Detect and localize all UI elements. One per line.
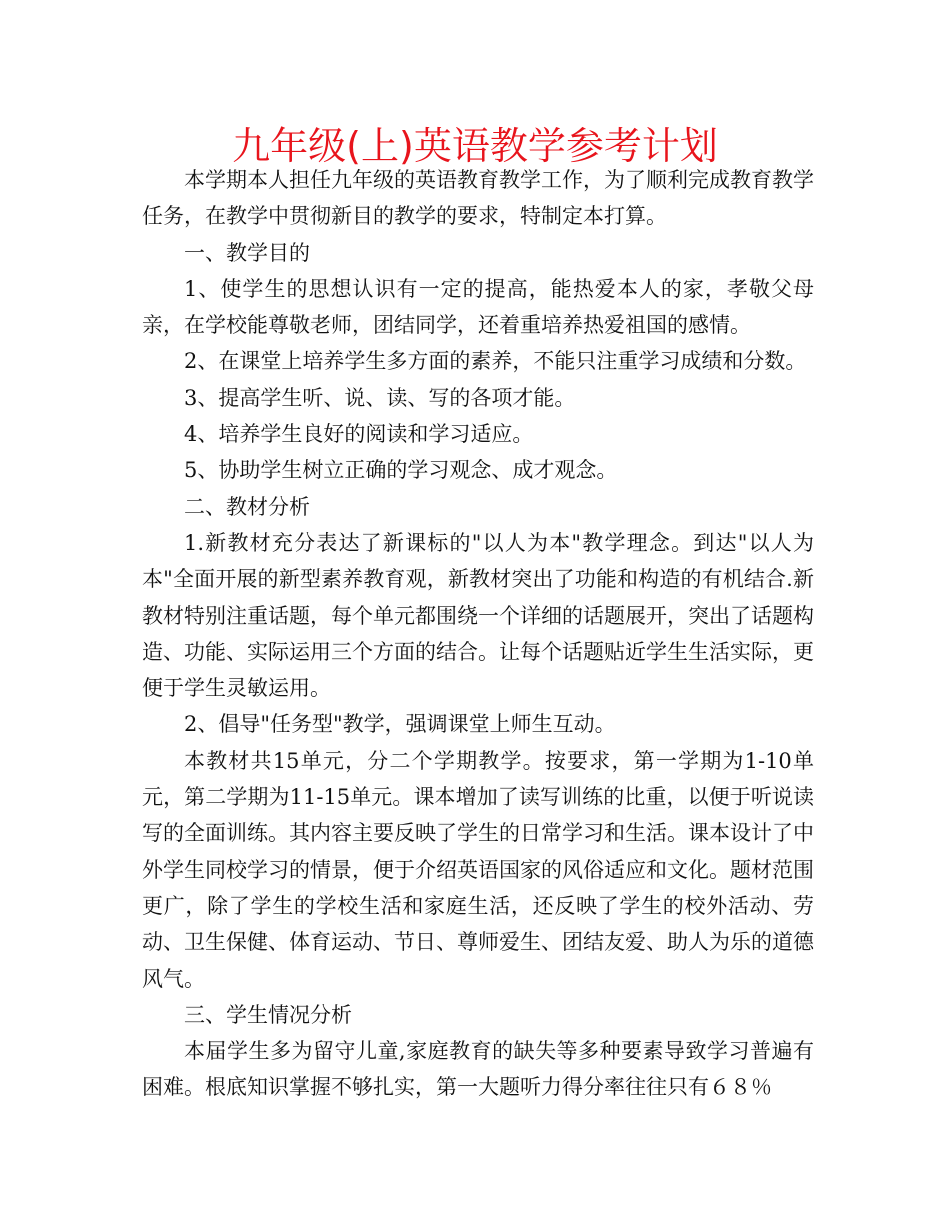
goal-item-3: 3、提高学生听、说、读、写的各项才能。 bbox=[184, 385, 576, 410]
section-heading-student-analysis: 三、学生情况分析 bbox=[184, 1002, 352, 1027]
section-heading-teaching-goals: 一、教学目的 bbox=[184, 240, 310, 265]
goal-item-4: 4、培养学生良好的阅读和学习适应。 bbox=[184, 422, 534, 447]
document-body bbox=[142, 162, 814, 1106]
textbook-point-1: 1.新教材充分表达了新课标的"以人为本"教学理念。到达"以人为本"全面开展的新型素养教育观，新教材突出了功能和构造的有机结合.新教材特别注重话题，每个单元都围绕一个详细的话题展开，突出了话题构造、功能、实际运用三个方面的结合。让每个话题贴近学生生活实际，更便于学生灵敏运用。 bbox=[142, 530, 814, 701]
goal-item-5: 5、协助学生树立正确的学习观念、成才观念。 bbox=[184, 458, 618, 483]
document-title: 九年级(上)英语教学参考计划 bbox=[232, 124, 718, 168]
intro-paragraph: 本学期本人担任九年级的英语教育教学工作，为了顺利完成教育教学任务，在教学中贯彻新目的教学的要求，特制定本打算。 bbox=[142, 168, 814, 229]
student-analysis-paragraph: 本届学生多为留守儿童,家庭教育的缺失等多种要素导致学习普遍有困难。根底知识掌握不够扎实，第一大题听力得分率往往只有６８％ bbox=[142, 1039, 814, 1100]
goal-item-1: 1、使学生的思想认识有一定的提高，能热爱本人的家，孝敬父母亲，在学校能尊敬老师，团结同学，还着重培养热爱祖国的感情。 bbox=[142, 276, 814, 338]
textbook-point-2: 2、倡导"任务型"教学，强调课堂上师生互动。 bbox=[184, 712, 616, 737]
textbook-content-paragraph: 本教材共15单元，分二个学期教学。按要求，第一学期为1-10单元，第二学期为11-15单元。课本增加了读写训练的比重，以便于听说读写的全面训练。其内容主要反映了学生的日常学习和生活。课本设计了中外学生同校学习的情景，便于介绍英语国家的风俗适应和文化。题材范围更广，除了学生的学校生活和家庭生活，还反映了学生的校外活动、劳动、卫生保健、体育运动、节日、尊师爱生、团结友爱、助人为乐的道德风气。 bbox=[142, 748, 814, 991]
goal-item-2: 2、在课堂上培养学生多方面的素养，不能只注重学习成绩和分数。 bbox=[184, 349, 807, 374]
section-heading-textbook-analysis: 二、教材分析 bbox=[184, 494, 310, 519]
